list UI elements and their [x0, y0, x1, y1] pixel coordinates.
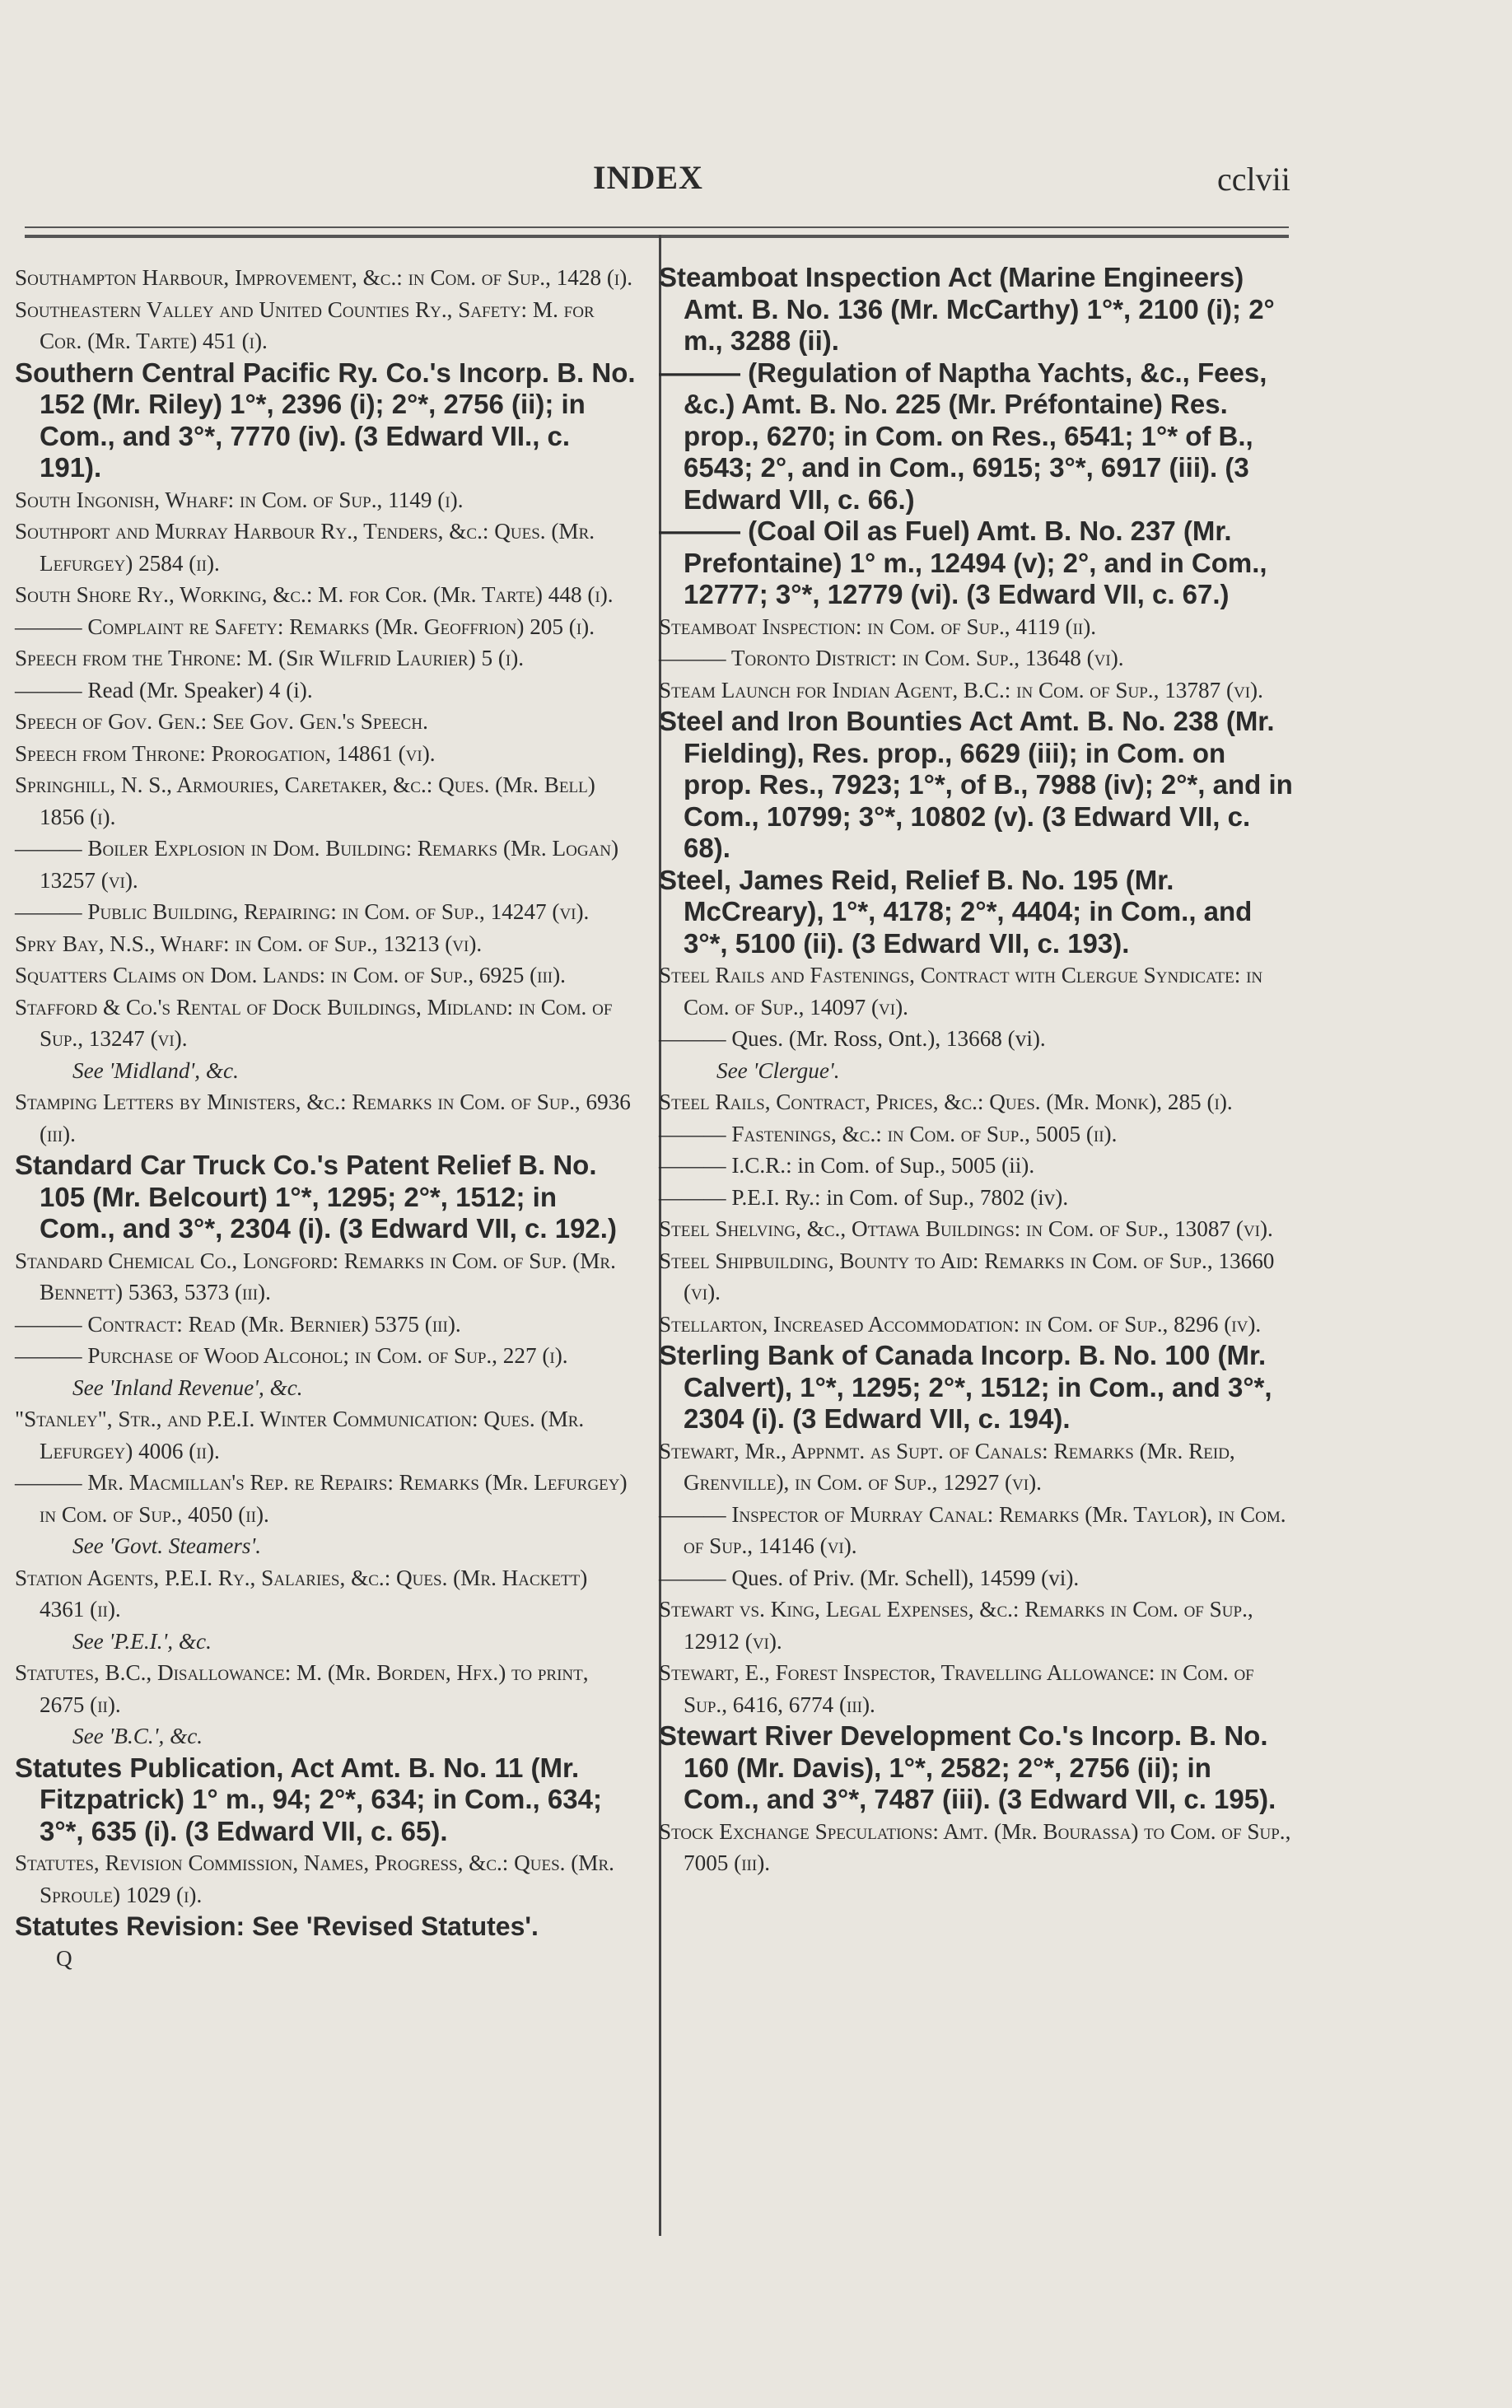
index-entry: Standard Car Truck Co.'s Patent Relief B. No. 105 (Mr. Belcourt) 1°*, 1295; 2°*, 1512; in Com., and 3°*, 2304 (i). (3 Edward VII, c. 192.)	[15, 1150, 617, 1244]
index-entry: Stewart vs. King, Legal Expenses, &c.: Remarks in Com. of Sup., 12912 (vi).	[659, 1597, 1253, 1654]
see-reference: See 'B.C.', &c.	[72, 1724, 203, 1748]
index-entry: ——— Mr. Macmillan's Rep. re Repairs: Remarks (Mr. Lefurgey) in Com. of Sup., 4050 (ii).	[15, 1470, 628, 1527]
index-entry: Squatters Claims on Dom. Lands: in Com. of Sup., 6925 (iii).	[15, 963, 566, 987]
index-entry: Stewart River Development Co.'s Incorp. B. No. 160 (Mr. Davis), 1°*, 2582; 2°*, 2756 (ii); in Com., and 3°*, 7487 (iii). (3 Edward VII, c. 195).	[659, 1720, 1276, 1814]
index-entry: Station Agents, P.E.I. Ry., Salaries, &c.: Ques. (Mr. Hackett) 4361 (ii).	[15, 1565, 588, 1622]
index-entry: Steel Rails and Fastenings, Contract with Clergue Syndicate: in Com. of Sup., 14097 (vi).	[659, 963, 1263, 1020]
index-entry: ——— Fastenings, &c.: in Com. of Sup., 5005 (ii).	[659, 1121, 1118, 1146]
index-entry: ——— (Coal Oil as Fuel) Amt. B. No. 237 (Mr. Prefontaine) 1° m., 12494 (v); 2°, and in Com., 12777; 3°*, 12779 (vi). (3 Edward VII, c. 67.)	[659, 516, 1267, 609]
see-reference: See 'Midland', &c.	[72, 1057, 239, 1083]
index-entry: Steel Rails, Contract, Prices, &c.: Ques. (Mr. Monk), 285 (i).	[659, 1090, 1233, 1114]
index-entry: ——— Ques. (Mr. Ross, Ont.), 13668 (vi).	[659, 1026, 1046, 1051]
index-entry: ——— Contract: Read (Mr. Bernier) 5375 (iii).	[15, 1311, 461, 1337]
index-entry: Steamboat Inspection: in Com. of Sup., 4119 (ii).	[659, 614, 1097, 639]
index-entry: Southport and Murray Harbour Ry., Tenders, &c.: Ques. (Mr. Lefurgey) 2584 (ii).	[15, 519, 595, 576]
index-entry: Speech from Throne: Prorogation, 14861 (vi).	[15, 740, 436, 766]
index-entry: ——— Read (Mr. Speaker) 4 (i).	[15, 677, 313, 702]
index-entry: Statutes Publication, Act Amt. B. No. 11 (Mr. Fitzpatrick) 1° m., 94; 2°*, 634; in Com., 634; 3°*, 635 (i). (3 Edward VII, c. 65).	[15, 1752, 602, 1846]
index-entry: South Ingonish, Wharf: in Com. of Sup., 1149 (i).	[15, 487, 464, 512]
index-entry: South Shore Ry., Working, &c.: M. for Cor. (Mr. Tarte) 448 (i).	[15, 582, 614, 607]
index-entry: ——— Purchase of Wood Alcohol; in Com. of Sup., 227 (i).	[15, 1343, 568, 1368]
index-entry: Southeastern Valley and United Counties Ry., Safety: M. for Cor. (Mr. Tarte) 451 (i).	[15, 296, 595, 353]
index-entry: Stamping Letters by Ministers, &c.: Remarks in Com. of Sup., 6936 (iii).	[15, 1090, 631, 1146]
index-entry: Steel and Iron Bounties Act Amt. B. No. 238 (Mr. Fielding), Res. prop., 6629 (iii); in Com. on prop. Res., 7923; 1°*, of B., 7988 (iv); 2°*, and in Com., 10799; 3°*, 10802 (v). (3 Edward VII, c. 68).	[659, 706, 1293, 863]
see-reference: See 'P.E.I.', &c.	[72, 1628, 212, 1654]
running-head	[0, 158, 1512, 208]
left-column	[15, 262, 637, 1974]
index-entry: Stellarton, Increased Accommodation: in Com. of Sup., 8296 (iv).	[659, 1311, 1262, 1337]
index-entry: Sterling Bank of Canada Incorp. B. No. 100 (Mr. Calvert), 1°*, 1295; 2°*, 1512; in Com., and 3°*, 2304 (i). (3 Edward VII, c. 194).	[659, 1340, 1272, 1434]
see-reference: See 'Inland Revenue', &c.	[72, 1374, 303, 1400]
index-entry: Southern Central Pacific Ry. Co.'s Incorp. B. No. 152 (Mr. Riley) 1°*, 2396 (i); 2°*, 2756 (ii); in Com., and 3°*, 7770 (iv). (3 Edward VII., c. 191).	[15, 357, 636, 483]
index-entry: Steamboat Inspection Act (Marine Engineers) Amt. B. No. 136 (Mr. McCarthy) 1°*, 2100 (i); 2° m., 3288 (ii).	[659, 262, 1275, 356]
page-number: cclvii	[1217, 161, 1290, 198]
header-rule	[25, 226, 1289, 238]
page-title: INDEX	[593, 159, 703, 196]
see-reference: See 'Clergue'.	[716, 1057, 840, 1083]
see-reference: See 'Govt. Steamers'.	[72, 1533, 262, 1558]
index-entry: Statutes Revision: See 'Revised Statutes'.	[15, 1911, 539, 1941]
index-entry: Steam Launch for Indian Agent, B.C.: in Com. of Sup., 13787 (vi).	[659, 677, 1263, 702]
signature-mark: Q	[56, 1945, 72, 1971]
index-entry: Statutes, B.C., Disallowance: M. (Mr. Borden, Hfx.) to print, 2675 (ii).	[15, 1660, 589, 1717]
index-entry: Stewart, Mr., Appnmt. as Supt. of Canals: Remarks (Mr. Reid, Grenville), in Com. of Sup., 12927 (vi).	[659, 1438, 1235, 1495]
index-entry: ——— Boiler Explosion in Dom. Building: Remarks (Mr. Logan) 13257 (vi).	[15, 836, 619, 893]
index-entry: Standard Chemical Co., Longford: Remarks in Com. of Sup. (Mr. Bennett) 5363, 5373 (iii).	[15, 1248, 616, 1304]
index-entry: ——— Complaint re Safety: Remarks (Mr. Geoffrion) 205 (i).	[15, 614, 595, 639]
index-entry: ——— P.E.I. Ry.: in Com. of Sup., 7802 (iv).	[659, 1184, 1069, 1210]
index-entry: Speech of Gov. Gen.: See Gov. Gen.'s Speech.	[15, 709, 428, 734]
index-entry: Stewart, E., Forest Inspector, Travelling Allowance: in Com. of Sup., 6416, 6774 (iii).	[659, 1660, 1254, 1717]
index-entry: ——— Ques. of Priv. (Mr. Schell), 14599 (vi).	[659, 1565, 1080, 1590]
index-entry: Spry Bay, N.S., Wharf: in Com. of Sup., 13213 (vi).	[15, 931, 483, 956]
index-entry: ——— Inspector of Murray Canal: Remarks (Mr. Taylor), in Com. of Sup., 14146 (vi).	[659, 1501, 1286, 1558]
index-entry: Steel Shelving, &c., Ottawa Buildings: in Com. of Sup., 13087 (vi).	[659, 1216, 1273, 1241]
index-entry: Springhill, N. S., Armouries, Caretaker, &c.: Ques. (Mr. Bell) 1856 (i).	[15, 772, 595, 829]
index-entry: ——— Toronto District: in Com. Sup., 13648 (vi).	[659, 646, 1124, 670]
index-entry: Steel, James Reid, Relief B. No. 195 (Mr. McCreary), 1°*, 4178; 2°*, 4404; in Com., and 3°*, 5100 (ii). (3 Edward VII, c. 193).	[659, 864, 1253, 959]
index-entry: ——— (Regulation of Naptha Yachts, &c., Fees, &c.) Amt. B. No. 225 (Mr. Préfontaine) Res. prop., 6270; in Com. on Res., 6541; 1°* of B., 6543; 2°, and in Com., 6915; 3°*, 6917 (iii). (3 Edward VII, c. 66.)	[659, 357, 1267, 515]
index-entry: "Stanley", Str., and P.E.I. Winter Communication: Ques. (Mr. Lefurgey) 4006 (ii).	[15, 1407, 585, 1463]
index-entry: Statutes, Revision Commission, Names, Progress, &c.: Ques. (Mr. Sproule) 1029 (i).	[15, 1850, 614, 1907]
index-entry: Speech from the Throne: M. (Sir Wilfrid Laurier) 5 (i).	[15, 646, 525, 670]
index-entry: ——— I.C.R.: in Com. of Sup., 5005 (ii).	[659, 1153, 1035, 1178]
right-column	[659, 262, 1293, 1879]
index-entry: ——— Public Building, Repairing: in Com. of Sup., 14247 (vi).	[15, 899, 590, 924]
index-entry: Stafford & Co.'s Rental of Dock Buildings, Midland: in Com. of Sup., 13247 (vi).	[15, 994, 613, 1051]
index-entry: Southampton Harbour, Improvement, &c.: in Com. of Sup., 1428 (i).	[15, 265, 633, 290]
index-entry: Stock Exchange Speculations: Amt. (Mr. Bourassa) to Com. of Sup., 7005 (iii).	[659, 1818, 1291, 1875]
index-entry: Steel Shipbuilding, Bounty to Aid: Remarks in Com. of Sup., 13660 (vi).	[659, 1248, 1275, 1304]
